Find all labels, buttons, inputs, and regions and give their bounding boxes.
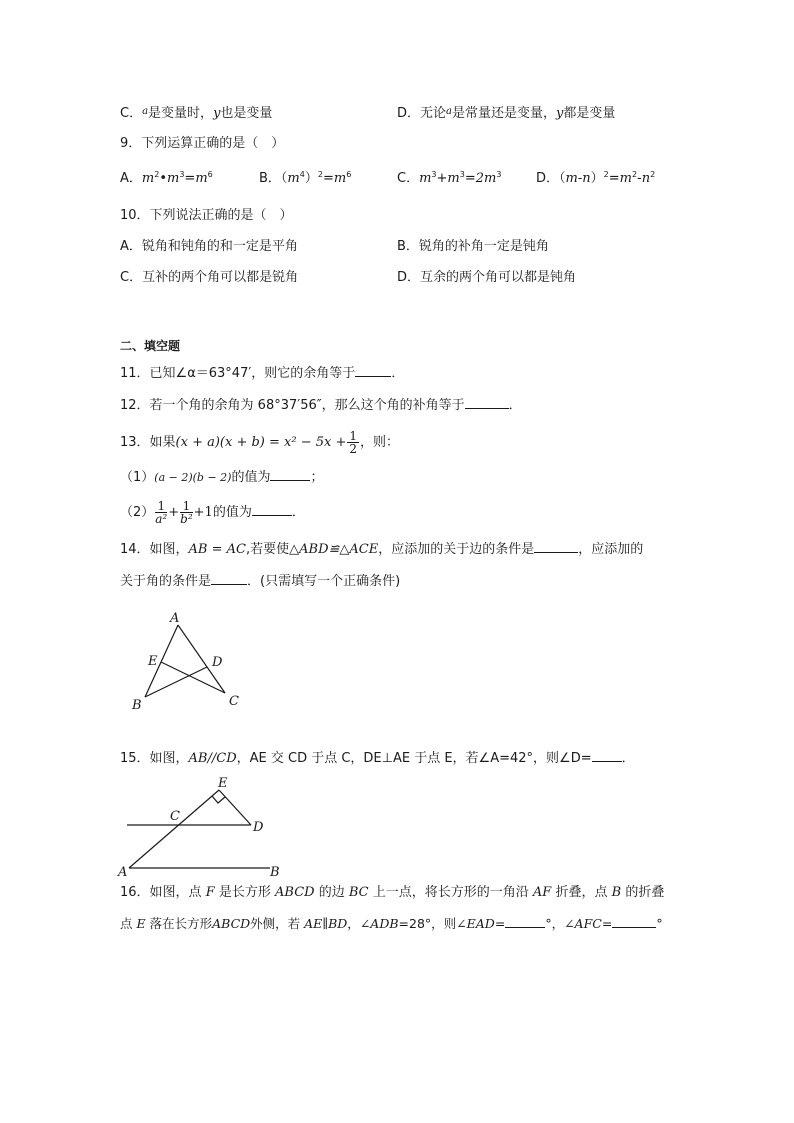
answer-blank — [534, 540, 578, 553]
q10-stem: 10．下列说法正确的是（ ） — [120, 208, 293, 223]
fraction-one-over-a2: $\frac{1}{\text{a²}}$ — [155, 499, 168, 526]
q13-part1: （1）(a − 2)(b − 2)的值为 ； — [120, 470, 324, 485]
q9-option-d: D．$(m-n)^2=m^2-n^2$ — [536, 170, 656, 186]
q9-stem: 9．下列运算正确的是（ ） — [120, 136, 285, 151]
q11: 11．已知∠α＝63°47′，则它的余角等于 ． — [120, 366, 405, 381]
label-d: D — [212, 655, 223, 670]
label-e: E — [218, 776, 228, 791]
label-c: C — [170, 809, 180, 824]
fraction-half: $\frac{1}{2}$ — [349, 429, 358, 456]
q14-line1: 14．如图，AB = AC,若要使△ABD≌△ACE，应添加的关于边的条件是 ，应添加的 — [120, 542, 644, 557]
answer-blank — [270, 468, 310, 481]
answer-blank — [612, 915, 656, 928]
q13-part2: （2） $\frac{1}{\text{a²}}$ + $\frac{1}{\text{b²}}$ +1的值为 ． — [120, 499, 305, 526]
answer-blank — [592, 749, 622, 762]
section-title: 二、填空题 — [120, 339, 181, 353]
label-e: E — [148, 654, 158, 669]
answer-blank — [465, 396, 509, 409]
q14-line2: 关于角的条件是 ．(只需填写一个正确条件) — [120, 574, 401, 589]
answer-blank — [211, 572, 247, 585]
label-b: B — [270, 865, 280, 878]
q13-stem: 13．如果(x + a)(x + b) = x² − 5x + $\frac{1}{2}$ ，则： — [120, 429, 400, 456]
q10-option-d: D．互余的两个角可以都是钝角 — [397, 270, 577, 285]
q16-line1: 16．如图，点 F 是长方形 ABCD 的边 BC 上一点，将长方形的一角沿 AF 折叠，点 B 的折叠 — [120, 885, 665, 900]
q10-option-c: C．互补的两个角可以都是锐角 — [120, 270, 299, 285]
q16-line2: 点 E 落在长方形ABCD外侧，若 AE∥BD，∠ADB=28°，则∠EAD= °，∠AFC= ° — [120, 916, 663, 931]
q15-stem: 15．如图，AB//CD，AE 交 CD 于点 C，DE⊥AE 于点 E，若∠A=42°，则∠D= ． — [120, 751, 635, 766]
q9-option-c: C．$m^3+m^3=2m^3$ — [397, 170, 502, 186]
fraction-one-over-b2: $\frac{1}{\text{b²}}$ — [180, 499, 193, 526]
label-b: B — [132, 698, 142, 713]
q8-option-d: D．无论$^a$是常量还是变量，y都是变量 — [397, 106, 616, 121]
segment-bd — [145, 667, 207, 697]
right-angle-mark — [212, 796, 225, 803]
q9-option-b: B．$(m^4)^2=m^6$ — [259, 170, 352, 186]
answer-blank — [505, 915, 545, 928]
label-a: A — [170, 611, 180, 626]
alpha-symbol: a — [446, 106, 452, 117]
segment-de — [219, 790, 251, 825]
q9-option-a: A．$m^2•m^3=m^6$ — [120, 170, 213, 186]
alpha-symbol: a — [142, 106, 149, 117]
label-d: D — [253, 820, 264, 835]
q14-triangle-figure — [120, 605, 260, 715]
label-a: A — [118, 865, 128, 878]
q10-option-b: B．锐角的补角一定是钝角 — [397, 239, 549, 254]
q10-option-a: A．锐角和钝角的和一定是平角 — [120, 239, 298, 254]
answer-blank — [252, 503, 292, 516]
label-c: C — [229, 694, 239, 709]
q8-option-c: C．$^a$是变量时，y也是变量 — [120, 106, 273, 121]
q15-parallel-figure — [115, 773, 290, 878]
answer-blank — [355, 364, 391, 377]
q12: 12．若一个角的余角为 68°37′56″，那么这个角的补角等于 ． — [120, 398, 522, 413]
line-ae — [129, 790, 219, 868]
